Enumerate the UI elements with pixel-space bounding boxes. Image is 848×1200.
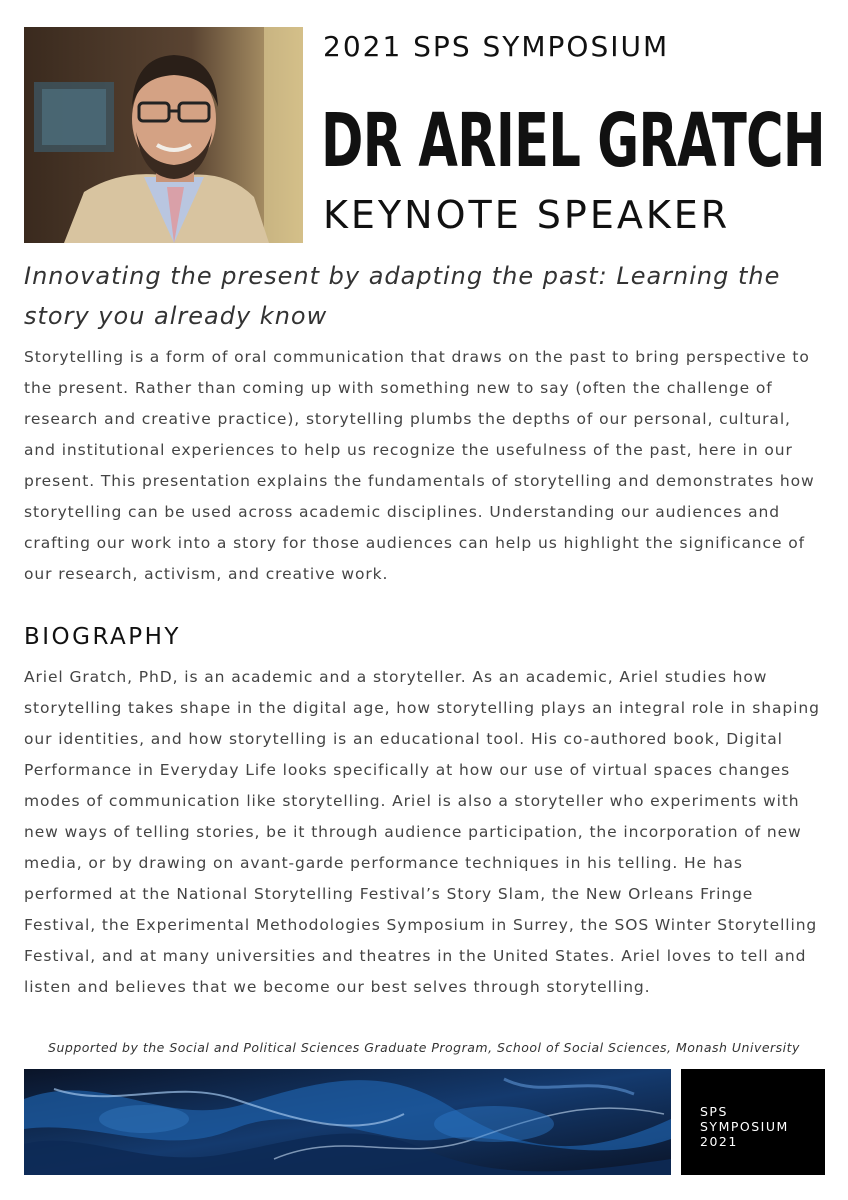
event-title: 2021 SPS SYMPOSIUM <box>323 30 670 63</box>
support-credit: Supported by the Social and Political Sciences Graduate Program, School of Social Sciences, Monash University <box>48 1040 800 1055</box>
biography-text: Ariel Gratch, PhD, is an academic and a storyteller. As an academic, Ariel studies how storytelling takes shape in the digital age, how storytelling plays an integral role in shaping our identities, and how storytelling is an educational tool. His co-authored book, Digital Performance in Everyday Life looks specifically at how our use of virtual spaces changes modes of communication like storytelling. Ariel is also a storyteller who experiments with new ways of telling stories, be it through audience participation, the incorporation of new media, or by drawing on avant-garde performance techniques in his telling. He has performed at the National Storytelling Festival’s Story Slam, the New Orleans Fringe Festival, the Experimental Methodologies Symposium in Surrey, the SOS Winter Storytelling Festival, and at many universities and theatres in the United States. Ariel loves to tell and listen and believes that we become our best selves through storytelling. <box>24 668 820 996</box>
marble-banner-image <box>24 1069 671 1175</box>
badge-line-1: SPS <box>700 1104 728 1119</box>
speaker-portrait <box>24 27 303 243</box>
speaker-role: KEYNOTE SPEAKER <box>323 193 731 237</box>
biography-heading: BIOGRAPHY <box>24 624 181 650</box>
badge-line-3: 2021 <box>700 1134 738 1149</box>
badge-line-2: SYMPOSIUM <box>700 1119 789 1134</box>
symposium-badge <box>681 1069 825 1175</box>
speaker-name: DR ARIEL GRATCH <box>321 98 825 184</box>
talk-title: Innovating the present by adapting the past: Learning the story you already know <box>24 262 781 330</box>
talk-abstract: Storytelling is a form of oral communication that draws on the past to bring perspective to the present. Rather than coming up with something new to say (often the challenge of research and creative practice), storytelling plumbs the depths of our personal, cultural, and institutional experiences to help us recognize the usefulness of the past, here in our present. This presentation explains the fundamentals of storytelling and demonstrates how storytelling can be used across academic disciplines. Understanding our audiences and crafting our work into a story for those audiences can help us highlight the significance of our research, activism, and creative work. <box>24 348 815 583</box>
